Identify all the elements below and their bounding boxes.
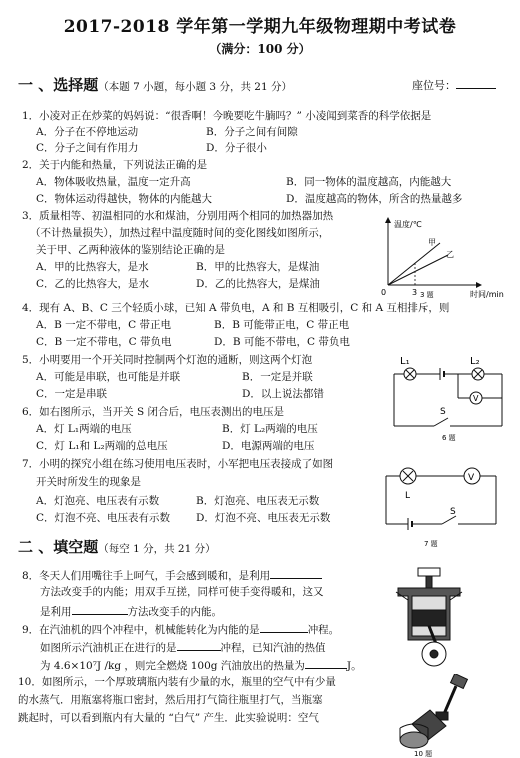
q5-option-b: B．一定是并联 xyxy=(242,371,313,383)
q7-option-a: A．灯泡亮、电压表有示数 xyxy=(36,495,160,507)
q9-blank1[interactable] xyxy=(260,622,308,633)
q10-line3: 跳起时，可以看到瓶内有大量的 “白气” 产生．此实验说明：空气 xyxy=(18,712,319,724)
q2-option-b: B．同一物体的温度越高，内能越大 xyxy=(286,176,452,188)
q3-line1: 3．质量相等、初温相同的水和煤油，分别用两个相同的加热器加热 xyxy=(22,210,334,222)
seat-label: 座位号： xyxy=(412,79,456,92)
q9-blank2[interactable] xyxy=(177,640,221,651)
q3-line2: （不计热量损失），加热过程中温度随时间的变化图线如图所示， xyxy=(30,227,330,239)
q1-option-a: A．分子在不停地运动 xyxy=(36,126,139,138)
fig7-caption: 7 题 xyxy=(424,540,438,548)
q8-line1-text: 8．冬天人们用嘴往手上呵气，手会感到暖和，是利用 xyxy=(22,570,271,582)
q8-line1 xyxy=(22,568,322,583)
q4-option-d: D．B 可能不带电，C 带负电 xyxy=(214,336,350,348)
q5-option-a: A．可能是串联，也可能是并联 xyxy=(36,371,181,383)
q9-line3-prefix: 为 4.6×10⁷J /kg ，则完全燃烧 100g 汽油放出的热量为 xyxy=(40,660,305,672)
q3-option-d: D．乙的比热容大，是煤油 xyxy=(196,278,320,290)
q9-line1-prefix: 9．在汽油机的四个冲程中，机械能转化为内能的是 xyxy=(22,624,260,636)
fig6-l1: L₁ xyxy=(400,356,410,367)
q1-stem: 1．小凌对正在炒菜的妈妈说：“很香啊！今晚要吃牛腩吗？” 小凌闻到菜香的科学依据是 xyxy=(22,110,432,122)
q9-line2-suffix: 冲程，已知汽油的热值 xyxy=(220,642,326,654)
fig3-tick: 3 xyxy=(412,288,418,297)
section1-title: 一 、选择题 xyxy=(18,76,99,94)
fig3-line-jia: 甲 xyxy=(428,238,436,247)
q6-option-c: C．灯 L₁和 L₂两端的总电压 xyxy=(36,440,168,452)
q9-line3-suffix: J。 xyxy=(346,660,362,672)
q2-option-d: D．温度越高的物体，所含的热量越多 xyxy=(286,193,463,205)
q4-stem: 4．现有 A、B、C 三个轻质小球，已知 A 带负电，A 和 B 互相吸引，C 和 A 互相排斥，则 xyxy=(22,302,450,314)
fig7-switch: S xyxy=(450,507,456,517)
seat-blank[interactable] xyxy=(456,78,496,89)
section1-note: （本题 7 小题，每小题 3 分，共 21 分） xyxy=(98,81,292,93)
fig3-origin: 0 xyxy=(381,288,387,297)
figure6-circuit xyxy=(386,348,516,444)
q4-option-b: B．B 可能带正电，C 带正电 xyxy=(214,319,350,331)
section2-heading xyxy=(18,536,216,557)
q5-option-d: D．以上说法都错 xyxy=(242,388,324,400)
q1-option-b: B．分子之间有间隙 xyxy=(206,126,298,138)
figure3-temperature-graph xyxy=(378,213,520,303)
q10-line2: 的水蒸气．用瓶塞将瓶口密封，然后用打气筒往瓶里打气，当瓶塞 xyxy=(18,694,323,706)
fig6-caption: 6 题 xyxy=(442,434,456,442)
q3-option-b: B．甲的比热容大，是煤油 xyxy=(196,261,320,273)
q4-option-a: A．B 一定不带电，C 带正电 xyxy=(36,319,172,331)
q9-line1-suffix: 冲程。 xyxy=(307,624,340,636)
q9-line1 xyxy=(22,622,339,637)
q3-option-c: C．乙的比热容大，是水 xyxy=(36,278,150,290)
figure7-circuit xyxy=(372,458,516,550)
q7-option-c: C．灯泡不亮、电压表有示数 xyxy=(36,512,171,524)
fig6-voltmeter: V xyxy=(473,394,479,403)
exam-subtitle: （满分：100 分） xyxy=(209,42,311,56)
fig7-voltmeter: V xyxy=(468,473,475,483)
q7-option-b: B．灯泡亮、电压表无示数 xyxy=(196,495,320,507)
fig6-l2: L₂ xyxy=(470,356,480,367)
fig10-caption: 10 题 xyxy=(414,750,433,758)
figure9-engine-cylinder xyxy=(388,566,470,670)
q8-line2: 方法改变手的内能；用双手互搓，同样可使手变得暖和，这又 xyxy=(40,586,324,598)
q3-option-a: A．甲的比热容大，是水 xyxy=(36,261,149,273)
figure10-bottle-pump xyxy=(392,674,482,758)
section2-title: 二 、填空题 xyxy=(18,538,99,556)
exam-title: 2017-2018 学年第一学期九年级物理期中考试卷 xyxy=(63,17,457,37)
fig3-caption: 3 题 xyxy=(420,291,434,299)
q6-stem: 6．如右图所示，当开关 S 闭合后，电压表测出的电压是 xyxy=(22,406,285,418)
q9-line2 xyxy=(40,640,326,655)
section2-note: （每空 1 分，共 21 分） xyxy=(98,543,216,555)
q10-line1: 10．如图所示，一个厚玻璃瓶内装有少量的水，瓶里的空气中有少量 xyxy=(18,676,336,688)
q4-option-c: C．B 一定不带电，C 带负电 xyxy=(36,336,172,348)
q7-line1: 7．小明的探究小组在练习使用电压表时，小军把电压表接成了如图 xyxy=(22,458,334,470)
fig3-ylabel: 温度/℃ xyxy=(394,220,422,229)
q8-line3 xyxy=(40,604,222,619)
q2-stem: 2．关于内能和热量，下列说法正确的是 xyxy=(22,159,208,171)
q9-blank3[interactable] xyxy=(305,658,347,669)
fig7-lamp-label: L xyxy=(405,491,411,501)
q9-line3 xyxy=(40,658,362,673)
q5-option-c: C．一定是串联 xyxy=(36,388,108,400)
q7-line2: 开关时所发生的现象是 xyxy=(36,476,141,488)
q6-option-a: A．灯 L₁两端的电压 xyxy=(36,423,132,435)
q3-line3: 关于甲、乙两种液体的鉴别结论正确的是 xyxy=(36,244,225,256)
q2-option-a: A．物体吸收热量，温度一定升高 xyxy=(36,176,191,188)
q9-line2-prefix: 如图所示汽油机正在进行的是 xyxy=(40,642,177,654)
section1-heading xyxy=(18,74,292,95)
fig3-xlabel: 时间/min xyxy=(470,290,504,299)
q8-blank2[interactable] xyxy=(72,604,128,615)
q8-line3-suffix: 方法改变手的内能。 xyxy=(127,606,222,618)
q1-option-c: C．分子之间有作用力 xyxy=(36,142,139,154)
q8-blank1[interactable] xyxy=(270,568,322,579)
q6-option-b: B．灯 L₂两端的电压 xyxy=(222,423,318,435)
seat-number xyxy=(412,78,496,92)
q5-stem: 5．小明要用一个开关同时控制两个灯泡的通断，则这两个灯泡 xyxy=(22,354,313,366)
q2-option-c: C．物体运动得越快，物体的内能越大 xyxy=(36,193,213,205)
q1-option-d: D．分子很小 xyxy=(206,142,267,154)
fig6-switch: S xyxy=(440,407,446,417)
q6-option-d: D．电源两端的电压 xyxy=(222,440,315,452)
fig3-line-yi: 乙 xyxy=(446,250,454,259)
q8-line3-prefix: 是利用 xyxy=(40,606,72,618)
q7-option-d: D．灯泡不亮、电压表无示数 xyxy=(196,512,331,524)
